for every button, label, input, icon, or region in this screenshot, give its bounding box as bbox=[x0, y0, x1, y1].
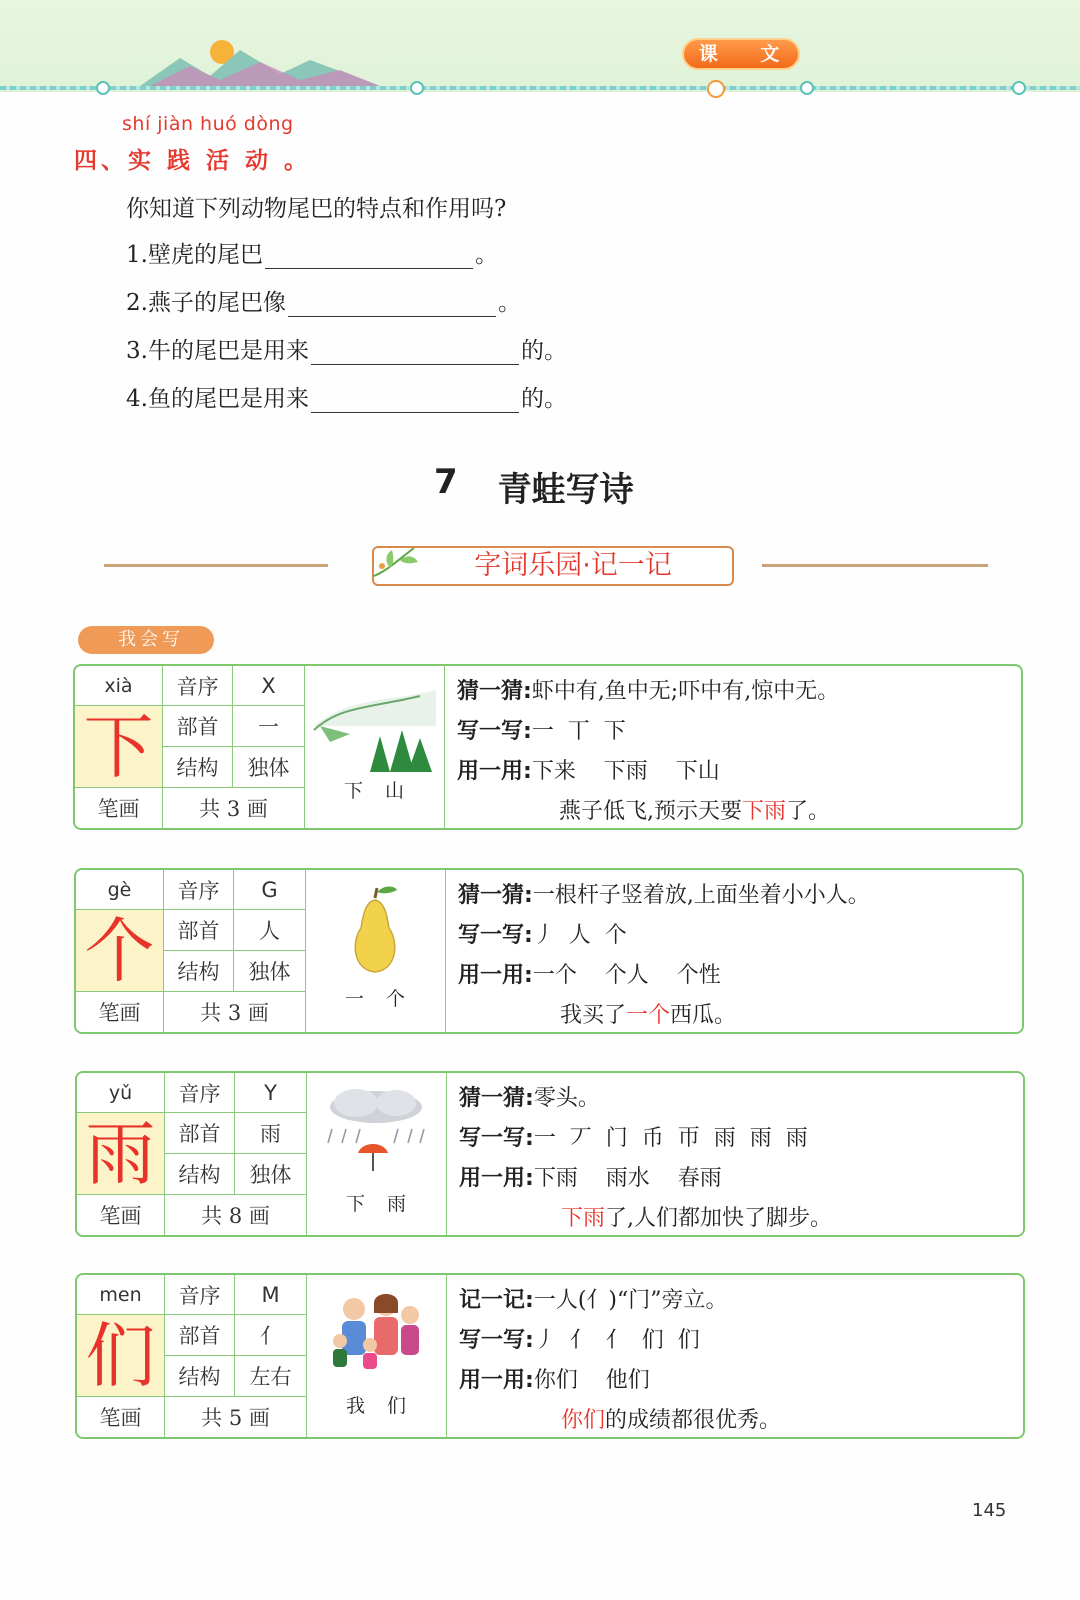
question-text: 你知道下列动物尾巴的特点和作用吗? bbox=[126, 196, 507, 222]
item-prefix: 1.壁虎的尾巴 bbox=[126, 242, 263, 268]
item-suffix: 的。 bbox=[520, 386, 567, 412]
character-card bbox=[75, 1273, 1025, 1439]
answer-blank[interactable] bbox=[311, 388, 519, 413]
char-pinyin: yǔ bbox=[77, 1073, 165, 1113]
structure-label: 结构 bbox=[165, 1356, 235, 1397]
example-sentence bbox=[457, 792, 1017, 832]
riddle-label: 猜一猜: bbox=[459, 1086, 534, 1111]
pear-icon bbox=[311, 880, 441, 980]
order-label: 音序 bbox=[165, 1275, 235, 1315]
stroke-count: 共 3 画 bbox=[164, 992, 306, 1032]
radical-label: 部首 bbox=[165, 1315, 235, 1356]
riddle-row bbox=[457, 672, 1017, 712]
char-grid bbox=[75, 666, 305, 828]
mountain-sun-icon bbox=[140, 36, 380, 90]
page-number: 145 bbox=[972, 1500, 1007, 1521]
usage-words: 你们 他们 bbox=[533, 1368, 650, 1393]
order-value: X bbox=[233, 666, 305, 706]
picture-caption: 下山 bbox=[343, 780, 426, 802]
usage-row bbox=[457, 752, 1017, 792]
riddle-row bbox=[459, 1079, 1019, 1119]
answer-blank[interactable] bbox=[311, 340, 519, 365]
usage-words: 一个 个人 个性 bbox=[532, 963, 721, 988]
item-suffix: 。 bbox=[497, 290, 521, 316]
example-suffix: 了,人们都加快了脚步。 bbox=[605, 1206, 833, 1231]
mountain-scene-icon bbox=[310, 686, 440, 776]
radical-label: 部首 bbox=[163, 706, 233, 747]
stroke-order-row bbox=[459, 1321, 1019, 1361]
answer-blank[interactable] bbox=[288, 292, 496, 317]
stroke-order-row bbox=[459, 1119, 1019, 1159]
question-item bbox=[126, 380, 567, 413]
picture-caption: 下雨 bbox=[345, 1193, 428, 1215]
char-grid bbox=[76, 870, 306, 1032]
example-sentence bbox=[459, 1199, 1019, 1239]
family-icon bbox=[312, 1283, 442, 1383]
lesson-number: 7 bbox=[434, 462, 458, 502]
example-sentence bbox=[458, 996, 1018, 1036]
big-character-cell bbox=[75, 706, 163, 788]
stroke-order-text: 丿 人 个 bbox=[532, 923, 627, 948]
char-pinyin: gè bbox=[76, 870, 164, 910]
char-info bbox=[458, 876, 1018, 1036]
write-label: 写一写: bbox=[458, 923, 533, 948]
usage-row bbox=[458, 956, 1018, 996]
picture-caption: 我们 bbox=[345, 1395, 428, 1417]
character-card bbox=[73, 664, 1023, 830]
divider-dot bbox=[96, 81, 110, 95]
order-label: 音序 bbox=[164, 870, 234, 910]
stroke-order-text: 一 丆 门 币 帀 雨 雨 雨 bbox=[533, 1126, 808, 1151]
usage-label: 用一用: bbox=[458, 963, 533, 988]
usage-words: 下来 下雨 下山 bbox=[531, 759, 720, 784]
section-band: 字词乐园·记一记 bbox=[372, 546, 734, 586]
order-label: 音序 bbox=[165, 1073, 235, 1113]
structure-label: 结构 bbox=[163, 747, 233, 788]
stroke-label: 笔画 bbox=[77, 1195, 165, 1235]
riddle-label: 记一记: bbox=[459, 1288, 534, 1313]
picture-cell bbox=[305, 666, 445, 828]
section-pinyin: shí jiàn huó dòng bbox=[122, 113, 294, 135]
usage-row bbox=[459, 1159, 1019, 1199]
big-character-cell bbox=[76, 910, 164, 992]
example-suffix: 了。 bbox=[786, 799, 831, 824]
stroke-label: 笔画 bbox=[75, 788, 163, 828]
usage-words: 下雨 雨水 春雨 bbox=[533, 1166, 722, 1191]
section-title: 四、实 践 活 动 。 bbox=[74, 148, 312, 174]
item-suffix: 。 bbox=[474, 242, 498, 268]
radical-value: 人 bbox=[234, 910, 306, 951]
riddle-row bbox=[458, 876, 1018, 916]
structure-value: 左右 bbox=[235, 1356, 307, 1397]
char-grid bbox=[77, 1275, 307, 1437]
write-label: 写一写: bbox=[459, 1328, 534, 1353]
example-suffix: 西瓜。 bbox=[670, 1003, 737, 1028]
char-grid bbox=[77, 1073, 307, 1235]
usage-label: 用一用: bbox=[459, 1368, 534, 1393]
tab-marker bbox=[707, 80, 725, 98]
example-prefix: 燕子低飞,预示天要 bbox=[559, 799, 742, 824]
character-card bbox=[74, 868, 1024, 1034]
usage-label: 用一用: bbox=[457, 759, 532, 784]
lesson-name: 青蛙写诗 bbox=[497, 470, 634, 510]
structure-value: 独体 bbox=[234, 951, 306, 992]
order-label: 音序 bbox=[163, 666, 233, 706]
riddle-text: 虾中有,鱼中无;吓中有,惊中无。 bbox=[531, 679, 840, 704]
big-character: 雨 bbox=[85, 1112, 156, 1195]
item-prefix: 4.鱼的尾巴是用来 bbox=[126, 386, 309, 412]
char-info bbox=[459, 1079, 1019, 1239]
character-card bbox=[75, 1071, 1025, 1237]
example-highlight: 下雨 bbox=[742, 799, 787, 824]
riddle-label: 猜一猜: bbox=[458, 883, 533, 908]
example-highlight: 你们 bbox=[561, 1408, 606, 1433]
answer-blank[interactable] bbox=[265, 244, 473, 269]
structure-value: 独体 bbox=[233, 747, 305, 788]
write-label: 写一写: bbox=[457, 719, 532, 744]
picture-cell bbox=[307, 1275, 447, 1437]
write-tag: 我会写 bbox=[78, 626, 214, 654]
char-pinyin: men bbox=[77, 1275, 165, 1315]
radical-label: 部首 bbox=[165, 1113, 235, 1154]
char-pinyin: xià bbox=[75, 666, 163, 706]
stroke-count: 共 5 画 bbox=[165, 1397, 307, 1437]
item-suffix: 的。 bbox=[520, 338, 567, 364]
band-rule-right bbox=[762, 564, 988, 567]
radical-value: 一 bbox=[233, 706, 305, 747]
usage-label: 用一用: bbox=[459, 1166, 534, 1191]
usage-row bbox=[459, 1361, 1019, 1401]
item-prefix: 2.燕子的尾巴像 bbox=[126, 290, 286, 316]
order-value: M bbox=[235, 1275, 307, 1315]
stroke-order-text: 丿 亻 亻 们 们 bbox=[533, 1328, 700, 1353]
divider-dot bbox=[410, 81, 424, 95]
stroke-label: 笔画 bbox=[77, 1397, 165, 1437]
divider-dot bbox=[800, 81, 814, 95]
big-character: 下 bbox=[83, 705, 154, 788]
stroke-order-text: 一 丅 下 bbox=[531, 719, 626, 744]
riddle-text: 一根杆子竖着放,上面坐着小小人。 bbox=[532, 883, 870, 908]
example-suffix: 的成绩都很优秀。 bbox=[605, 1408, 782, 1433]
band-rule-left bbox=[104, 564, 328, 567]
stroke-count: 共 8 画 bbox=[165, 1195, 307, 1235]
stroke-order-row bbox=[457, 712, 1017, 752]
divider-dot bbox=[1012, 81, 1026, 95]
question-item bbox=[126, 284, 521, 317]
radical-label: 部首 bbox=[164, 910, 234, 951]
riddle-text: 零头。 bbox=[533, 1086, 600, 1111]
big-character: 们 bbox=[85, 1314, 156, 1397]
picture-cell bbox=[307, 1073, 447, 1235]
example-highlight: 一个 bbox=[626, 1003, 671, 1028]
example-sentence bbox=[459, 1401, 1019, 1441]
rain-cloud-icon bbox=[312, 1083, 442, 1183]
leaf-sprig-icon bbox=[368, 540, 428, 586]
example-prefix: 我买了 bbox=[560, 1003, 627, 1028]
big-character-cell bbox=[77, 1315, 165, 1397]
stroke-label: 笔画 bbox=[76, 992, 164, 1032]
riddle-label: 猜一猜: bbox=[457, 679, 532, 704]
radical-value: 亻 bbox=[235, 1315, 307, 1356]
big-character-cell bbox=[77, 1113, 165, 1195]
picture-cell bbox=[306, 870, 446, 1032]
order-value: G bbox=[234, 870, 306, 910]
big-character: 个 bbox=[84, 909, 155, 992]
radical-value: 雨 bbox=[235, 1113, 307, 1154]
riddle-text: 一人(亻)“门”旁立。 bbox=[533, 1288, 728, 1313]
structure-label: 结构 bbox=[164, 951, 234, 992]
riddle-row bbox=[459, 1281, 1019, 1321]
lesson-tab[interactable]: 课 文 bbox=[682, 38, 800, 70]
write-label: 写一写: bbox=[459, 1126, 534, 1151]
char-info bbox=[457, 672, 1017, 832]
question-item bbox=[126, 236, 498, 269]
lesson-title bbox=[434, 462, 634, 511]
char-info bbox=[459, 1281, 1019, 1441]
stroke-count: 共 3 画 bbox=[163, 788, 305, 828]
question-item bbox=[126, 332, 567, 365]
item-prefix: 3.牛的尾巴是用来 bbox=[126, 338, 309, 364]
example-highlight: 下雨 bbox=[561, 1206, 606, 1231]
structure-label: 结构 bbox=[165, 1154, 235, 1195]
order-value: Y bbox=[235, 1073, 307, 1113]
picture-caption: 一个 bbox=[344, 988, 427, 1010]
structure-value: 独体 bbox=[235, 1154, 307, 1195]
header-divider bbox=[0, 86, 1080, 90]
stroke-order-row bbox=[458, 916, 1018, 956]
